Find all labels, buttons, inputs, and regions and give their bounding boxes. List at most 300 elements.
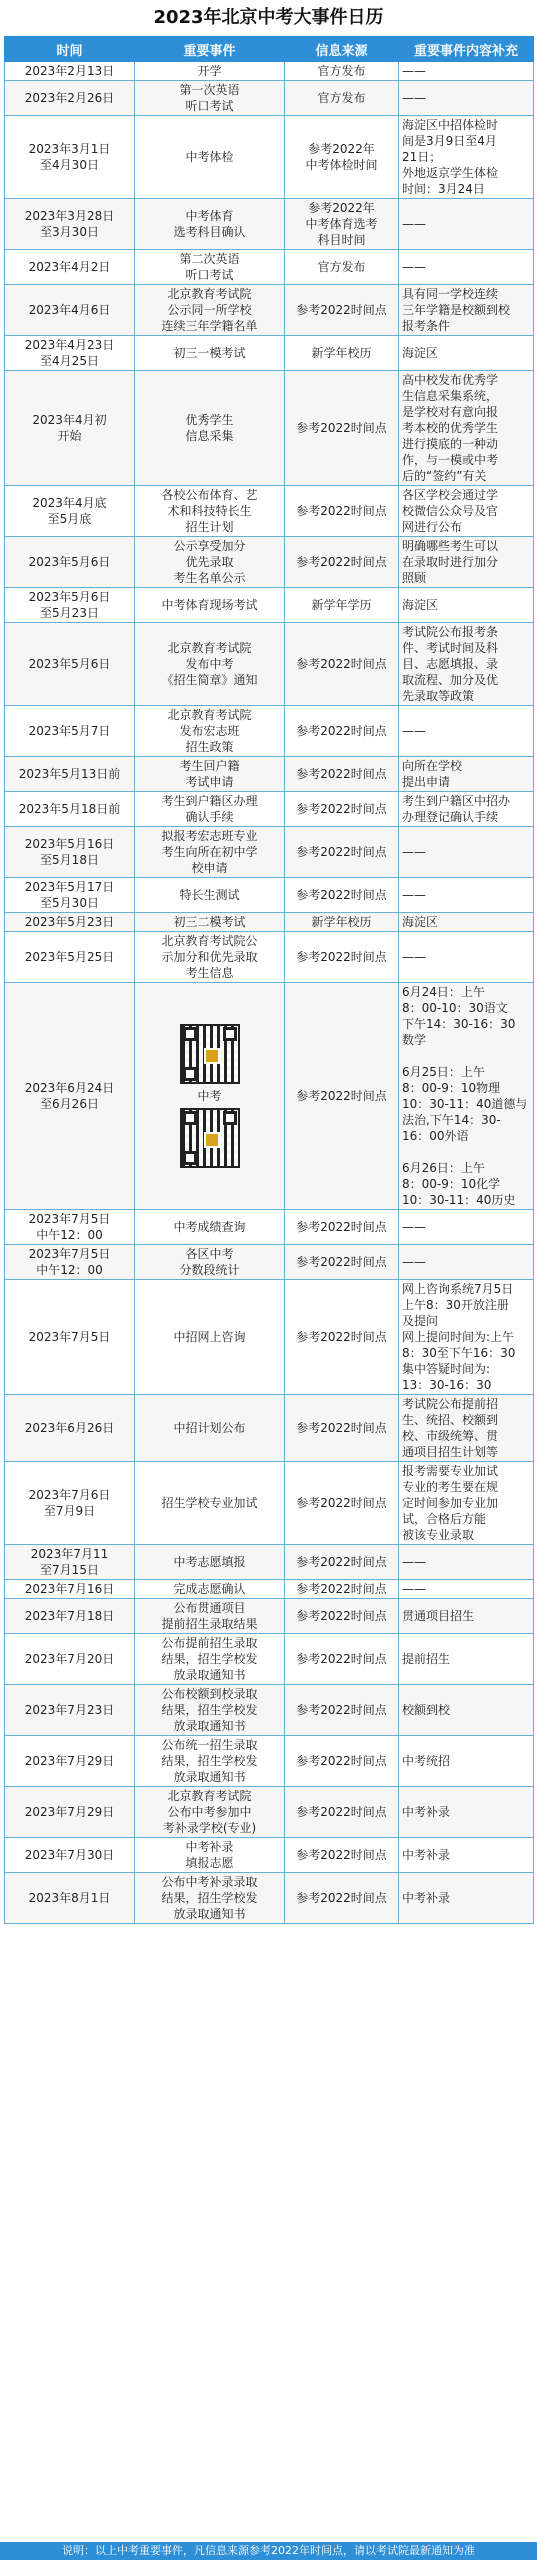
detail-text: 海淀区 (402, 915, 439, 929)
cell-source (285, 199, 399, 250)
time-text: 2023年7月16日 (24, 1582, 115, 1596)
source-text: 参考2022年 中考体检时间 (305, 142, 378, 172)
cell-source (285, 983, 399, 1210)
cell-time (5, 199, 135, 250)
header-event: 重要事件 (135, 37, 285, 62)
detail-text: —— (402, 1220, 426, 1234)
table-row (5, 1736, 534, 1787)
cell-event (135, 1545, 285, 1580)
event-text: 拟报考宏志班专业 考生向所在初中学 校申请 (161, 829, 258, 875)
source-text: 官方发布 (317, 91, 366, 105)
cell-event (135, 1580, 285, 1599)
time-text: 2023年3月28日 至3月30日 (24, 209, 115, 239)
source-text: 参考2022时间点 (296, 1805, 387, 1819)
table-row (5, 1545, 534, 1580)
table-row (5, 371, 534, 486)
time-text: 2023年4月6日 (28, 303, 111, 317)
cell-event (135, 878, 285, 913)
table-row (5, 336, 534, 371)
cell-detail (399, 1838, 534, 1873)
detail-text: 具有同一学校连续 三年学籍是校额到校 报考条件 (402, 287, 511, 333)
source-text: 参考2022时间点 (296, 1220, 387, 1234)
cell-detail (399, 336, 534, 371)
source-text: 参考2022时间点 (296, 1089, 387, 1103)
cell-detail (399, 371, 534, 486)
source-text: 参考2022时间点 (296, 724, 387, 738)
detail-text: —— (402, 91, 426, 105)
cell-event (135, 1210, 285, 1245)
cell-source (285, 537, 399, 588)
event-text: 北京教育考试院公 示加分和优先录取 考生信息 (161, 934, 258, 980)
event-text: 公布中考补录录取 结果，招生学校发 放录取通知书 (161, 1875, 258, 1921)
cell-time (5, 81, 135, 116)
cell-event (135, 285, 285, 336)
detail-text: 高中校发布优秀学 生信息采集系统， 是学校对有意向报 考本校的优秀学生 进行摸底的一种动 作，与一模或中考 后的“签约”有关 (402, 373, 499, 483)
cell-time (5, 1634, 135, 1685)
table-row (5, 1838, 534, 1873)
event-text: 各区中考 分数段统计 (179, 1247, 240, 1277)
cell-detail (399, 1787, 534, 1838)
time-text: 2023年5月6日 (28, 555, 111, 569)
event-text: 初三一模考试 (173, 346, 246, 360)
event-text: 考生回户籍 考试申请 (179, 759, 240, 789)
header-source: 信息来源 (285, 37, 399, 62)
table-row (5, 1634, 534, 1685)
source-text: 参考2022时间点 (296, 1652, 387, 1666)
table-row (5, 757, 534, 792)
detail-text: 中考补录 (402, 1891, 451, 1905)
time-text: 2023年2月26日 (24, 91, 115, 105)
table-row (5, 62, 534, 81)
cell-event (135, 1245, 285, 1280)
cell-detail (399, 81, 534, 116)
cell-event (135, 932, 285, 983)
cell-time (5, 285, 135, 336)
header-detail: 重要事件内容补充 (399, 37, 534, 62)
source-text: 新学年校历 (311, 346, 372, 360)
detail-text: —— (402, 217, 426, 231)
time-text: 2023年5月6日 (28, 657, 111, 671)
detail-text: 网上咨询系统7月5日 上午8：30开放注册 及提问 网上提问时间为:上午 8：30至下午16：30 集中答疑时间为: 13：30-16：30 (402, 1282, 516, 1392)
cell-detail (399, 932, 534, 983)
table-row (5, 1462, 534, 1545)
source-text: 参考2022年 中考体育选考 科目时间 (305, 201, 378, 247)
qr-code-icon (180, 1024, 240, 1084)
source-text: 参考2022时间点 (296, 1255, 387, 1269)
cell-source (285, 623, 399, 706)
cell-detail (399, 250, 534, 285)
table-row (5, 285, 534, 336)
cell-detail (399, 116, 534, 199)
table-row (5, 537, 534, 588)
cell-detail (399, 1395, 534, 1462)
detail-text: 考试院公布提前招 生、统招、校额到 校、市级统筹、贯 通项目招生计划等 (402, 1397, 499, 1459)
table-row (5, 1280, 534, 1395)
cell-event (135, 792, 285, 827)
event-text: 中考补录 填报志愿 (185, 1840, 234, 1870)
table-row (5, 486, 534, 537)
cell-source (285, 1873, 399, 1924)
event-text: 公示享受加分 优先录取 考生名单公示 (173, 539, 246, 585)
cell-time (5, 706, 135, 757)
time-text: 2023年6月24日 至6月26日 (24, 1081, 115, 1111)
cell-source (285, 81, 399, 116)
source-text: 参考2022时间点 (296, 802, 387, 816)
cell-detail (399, 1462, 534, 1545)
event-calendar-table (4, 36, 534, 1924)
cell-source (285, 878, 399, 913)
cell-time (5, 983, 135, 1210)
time-text: 2023年3月1日 至4月30日 (28, 142, 111, 172)
cell-event (135, 1462, 285, 1545)
time-text: 2023年7月30日 (24, 1848, 115, 1862)
time-text: 2023年7月29日 (24, 1805, 115, 1819)
event-text: 各校公布体育、艺 术和科技特长生 招生计划 (161, 488, 258, 534)
footer-note: 说明：以上中考重要事件，凡信息来源参考2022年时间点，请以考试院最新通知为准 (0, 2542, 537, 2560)
cell-event (135, 757, 285, 792)
table-row (5, 706, 534, 757)
source-text: 参考2022时间点 (296, 767, 387, 781)
cell-source (285, 371, 399, 486)
event-text: 北京教育考试院 公布中考参加中 考补录学校(专业) (162, 1789, 257, 1835)
detail-text: —— (402, 724, 426, 738)
cell-time (5, 62, 135, 81)
cell-event (135, 1838, 285, 1873)
table-row (5, 1245, 534, 1280)
cell-time (5, 757, 135, 792)
cell-event (135, 1787, 285, 1838)
cell-event (135, 371, 285, 486)
cell-event (135, 250, 285, 285)
time-text: 2023年4月初 开始 (32, 413, 107, 443)
event-text: 中考成绩查询 (173, 1220, 246, 1234)
source-text: 参考2022时间点 (296, 1754, 387, 1768)
time-text: 2023年7月5日 中午12：00 (28, 1247, 111, 1277)
detail-text: 海淀区中招体检时 间是3月9日至4月 21日； 外地返京学生体检 时间：3月24日 (402, 118, 499, 196)
event-text: 招生学校专业加试 (161, 1496, 258, 1510)
table-row (5, 1787, 534, 1838)
cell-detail (399, 62, 534, 81)
cell-detail (399, 588, 534, 623)
cell-time (5, 932, 135, 983)
cell-detail (399, 827, 534, 878)
source-text: 新学年校历 (311, 915, 372, 929)
cell-time (5, 1599, 135, 1634)
cell-detail (399, 706, 534, 757)
cell-event (135, 199, 285, 250)
time-text: 2023年2月13日 (24, 64, 115, 78)
table-row (5, 1685, 534, 1736)
source-text: 新学年学历 (311, 598, 372, 612)
detail-text: —— (402, 260, 426, 274)
table-row (5, 1210, 534, 1245)
table-row (5, 827, 534, 878)
cell-detail (399, 199, 534, 250)
time-text: 2023年7月11 至7月15日 (30, 1547, 109, 1577)
cell-source (285, 1395, 399, 1462)
table-row (5, 1395, 534, 1462)
cell-detail (399, 1210, 534, 1245)
cell-source (285, 1580, 399, 1599)
source-text: 参考2022时间点 (296, 1609, 387, 1623)
cell-time (5, 1685, 135, 1736)
table-row (5, 983, 534, 1210)
source-text: 官方发布 (317, 260, 366, 274)
cell-event (135, 62, 285, 81)
detail-text: 中考补录 (402, 1848, 451, 1862)
source-text: 参考2022时间点 (296, 1421, 387, 1435)
time-text: 2023年5月6日 至5月23日 (28, 590, 111, 620)
detail-text: 6月24日：上午 8：00-10：30语文 下午14：30-16：30 数学 6月25日：上午 8：00-9：10物理 10：30-11：40道德与 法治,下午14：30- 16：00外语 6月26日：上午 8：00-9：10化学 10：30-11：40历史 (402, 985, 528, 1207)
cell-time (5, 336, 135, 371)
page-title: 2023年北京中考大事件日历 (153, 7, 384, 28)
cell-source (285, 285, 399, 336)
cell-source (285, 1280, 399, 1395)
event-text: 第二次英语 听口考试 (179, 252, 240, 282)
event-text: 北京教育考试院 公示同一所学校 连续三年学籍名单 (161, 287, 258, 333)
source-text: 参考2022时间点 (296, 950, 387, 964)
time-text: 2023年7月29日 (24, 1754, 115, 1768)
time-text: 2023年6月26日 (24, 1421, 115, 1435)
detail-text: 向所在学校 提出申请 (402, 759, 463, 789)
header-time: 时间 (5, 37, 135, 62)
cell-detail (399, 1245, 534, 1280)
detail-text: —— (402, 1582, 426, 1596)
cell-event (135, 706, 285, 757)
cell-source (285, 336, 399, 371)
event-text: 公布统一招生录取 结果，招生学校发 放录取通知书 (161, 1738, 258, 1784)
cell-source (285, 1245, 399, 1280)
source-text: 参考2022时间点 (296, 555, 387, 569)
cell-event (135, 1685, 285, 1736)
cell-detail (399, 1873, 534, 1924)
cell-detail (399, 1545, 534, 1580)
detail-text: —— (402, 845, 426, 859)
event-text: 优秀学生 信息采集 (185, 413, 234, 443)
source-text: 参考2022时间点 (296, 1582, 387, 1596)
detail-text: —— (402, 1255, 426, 1269)
cell-event (135, 1736, 285, 1787)
cell-source (285, 1736, 399, 1787)
cell-detail (399, 913, 534, 932)
time-text: 2023年8月1日 (28, 1891, 111, 1905)
cell-source (285, 250, 399, 285)
cell-detail (399, 486, 534, 537)
cell-time (5, 1545, 135, 1580)
cell-source (285, 706, 399, 757)
cell-event (135, 1395, 285, 1462)
cell-detail (399, 983, 534, 1210)
cell-detail (399, 1634, 534, 1685)
cell-source (285, 1599, 399, 1634)
cell-source (285, 827, 399, 878)
cell-detail (399, 1599, 534, 1634)
time-text: 2023年4月2日 (28, 260, 111, 274)
cell-time (5, 1210, 135, 1245)
cell-time (5, 537, 135, 588)
time-text: 2023年7月18日 (24, 1609, 115, 1623)
source-text: 参考2022时间点 (296, 1555, 387, 1569)
detail-text: 贯通项目招生 (402, 1609, 475, 1623)
source-text: 参考2022时间点 (296, 1330, 387, 1344)
source-text: 官方发布 (317, 64, 366, 78)
table-row (5, 1599, 534, 1634)
event-text: 第一次英语 听口考试 (179, 83, 240, 113)
event-text: 中招网上咨询 (173, 1330, 246, 1344)
table-row (5, 199, 534, 250)
time-text: 2023年5月16日 至5月18日 (24, 837, 115, 867)
cell-event (135, 623, 285, 706)
cell-source (285, 116, 399, 199)
detail-text: 中考补录 (402, 1805, 451, 1819)
cell-detail (399, 792, 534, 827)
detail-text: 海淀区 (402, 346, 439, 360)
cell-time (5, 250, 135, 285)
table-row (5, 878, 534, 913)
cell-time (5, 1395, 135, 1462)
cell-time (5, 827, 135, 878)
cell-time (5, 1280, 135, 1395)
cell-time (5, 116, 135, 199)
cell-time (5, 1245, 135, 1280)
cell-time (5, 486, 135, 537)
time-text: 2023年5月18日前 (18, 802, 121, 816)
event-text: 中考体检 (185, 150, 234, 164)
cell-event (135, 827, 285, 878)
cell-detail (399, 878, 534, 913)
event-text: 公布贯通项目 提前招生录取结果 (161, 1601, 258, 1631)
cell-detail (399, 285, 534, 336)
table-row (5, 250, 534, 285)
detail-text: 校额到校 (402, 1703, 451, 1717)
table-row (5, 116, 534, 199)
source-text: 参考2022时间点 (296, 657, 387, 671)
event-text: 完成志愿确认 (173, 1582, 246, 1596)
detail-text: 报考需要专业加试 专业的考生要在规 定时间参加专业加 试，合格后方能 被该专业录取 (402, 1464, 499, 1542)
cell-event (135, 336, 285, 371)
cell-event (135, 1873, 285, 1924)
cell-time (5, 913, 135, 932)
cell-source (285, 1787, 399, 1838)
event-text: 中考 (197, 1089, 222, 1103)
cell-source (285, 62, 399, 81)
cell-detail (399, 1736, 534, 1787)
source-text: 参考2022时间点 (296, 504, 387, 518)
time-text: 2023年5月13日前 (18, 767, 121, 781)
source-text: 参考2022时间点 (296, 888, 387, 902)
time-text: 2023年4月23日 至4月25日 (24, 338, 115, 368)
table-row (5, 792, 534, 827)
table-row (5, 1580, 534, 1599)
event-text: 特长生测试 (179, 888, 240, 902)
time-text: 2023年5月7日 (28, 724, 111, 738)
cell-time (5, 623, 135, 706)
event-text: 中考体育现场考试 (161, 598, 258, 612)
cell-event (135, 116, 285, 199)
cell-detail (399, 1580, 534, 1599)
cell-source (285, 1838, 399, 1873)
cell-event (135, 1634, 285, 1685)
cell-detail (399, 537, 534, 588)
detail-text: —— (402, 1555, 426, 1569)
cell-source (285, 913, 399, 932)
table-row (5, 588, 534, 623)
cell-detail (399, 1280, 534, 1395)
time-text: 2023年7月5日 中午12：00 (28, 1212, 111, 1242)
cell-time (5, 1787, 135, 1838)
source-text: 参考2022时间点 (296, 1703, 387, 1717)
table-row (5, 1873, 534, 1924)
time-text: 2023年7月23日 (24, 1703, 115, 1717)
cell-source (285, 1634, 399, 1685)
table-row (5, 81, 534, 116)
cell-time (5, 588, 135, 623)
detail-text: —— (402, 888, 426, 902)
event-text: 北京教育考试院 发布宏志班 招生政策 (167, 708, 252, 754)
detail-text: 明确哪些考生可以 在录取时进行加分 照顾 (402, 539, 499, 585)
time-text: 2023年5月17日 至5月30日 (24, 880, 115, 910)
source-text: 参考2022时间点 (296, 1496, 387, 1510)
cell-event (135, 537, 285, 588)
table-row (5, 913, 534, 932)
detail-text: —— (402, 950, 426, 964)
event-text: 公布校额到校录取 结果，招生学校发 放录取通知书 (161, 1687, 258, 1733)
cell-source (285, 1210, 399, 1245)
detail-text: 各区学校会通过学 校微信公众号及官 网进行公布 (402, 488, 499, 534)
source-text: 参考2022时间点 (296, 303, 387, 317)
table-row (5, 623, 534, 706)
cell-source (285, 1462, 399, 1545)
time-text: 2023年7月20日 (24, 1652, 115, 1666)
event-text: 北京教育考试院 发布中考 《招生简章》通知 (161, 641, 258, 687)
cell-event (135, 588, 285, 623)
event-text: 初三二模考试 (173, 915, 246, 929)
cell-event (135, 81, 285, 116)
cell-source (285, 757, 399, 792)
cell-source (285, 1545, 399, 1580)
cell-event (135, 1280, 285, 1395)
cell-event (135, 913, 285, 932)
cell-source (285, 1685, 399, 1736)
event-text: 公布提前招生录取 结果，招生学校发 放录取通知书 (161, 1636, 258, 1682)
cell-time (5, 371, 135, 486)
cell-detail (399, 623, 534, 706)
time-text: 2023年4月底 至5月底 (32, 496, 107, 526)
cell-source (285, 792, 399, 827)
cell-time (5, 878, 135, 913)
cell-source (285, 486, 399, 537)
event-text: 考生到户籍区办理 确认手续 (161, 794, 258, 824)
detail-text: 海淀区 (402, 598, 439, 612)
cell-time (5, 1873, 135, 1924)
cell-detail (399, 757, 534, 792)
event-text: 中考志愿填报 (173, 1555, 246, 1569)
source-text: 参考2022时间点 (296, 845, 387, 859)
event-text: 开学 (197, 64, 222, 78)
detail-text: —— (402, 64, 426, 78)
time-text: 2023年7月5日 (28, 1330, 111, 1344)
cell-time (5, 1462, 135, 1545)
cell-time (5, 1580, 135, 1599)
time-text: 2023年5月23日 (24, 915, 115, 929)
cell-event (135, 983, 285, 1210)
cell-time (5, 792, 135, 827)
source-text: 参考2022时间点 (296, 421, 387, 435)
source-text: 参考2022时间点 (296, 1891, 387, 1905)
detail-text: 考试院公布报考条 件、考试时间及科 目、志愿填报、录 取流程、加分及优 先录取等政策 (402, 625, 499, 703)
time-text: 2023年7月6日 至7月9日 (28, 1488, 111, 1518)
event-text: 中招计划公布 (173, 1421, 246, 1435)
